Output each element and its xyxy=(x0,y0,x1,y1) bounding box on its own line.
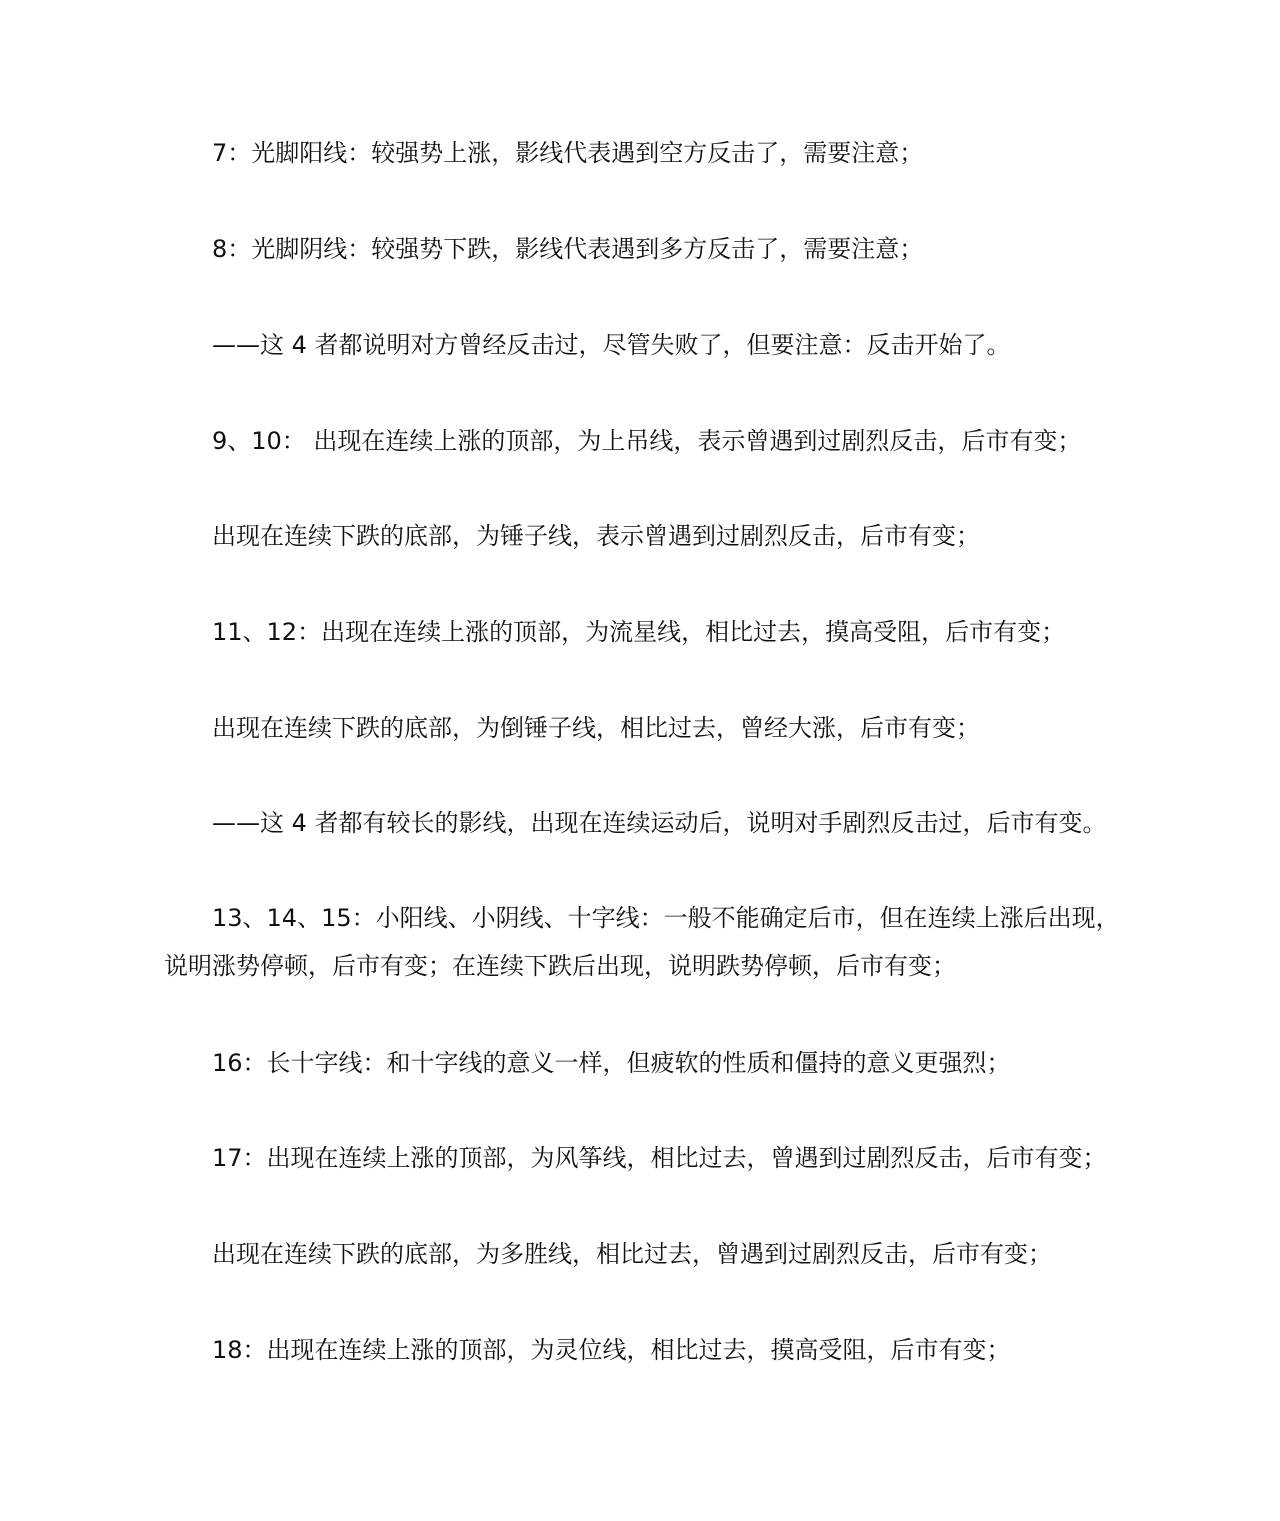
paragraph-16: 16：长十字线：和十字线的意义一样，但疲软的性质和僵持的意义更强烈； xyxy=(212,1049,1011,1077)
paragraph-duosheng: 出现在连续下跌的底部，为多胜线，相比过去，曾遇到过剧烈反击，后市有变； xyxy=(212,1240,1052,1268)
paragraph-8: 8：光脚阴线：较强势下跌，影线代表遇到多方反击了，需要注意； xyxy=(212,235,924,263)
paragraph-summary-1: ——这 4 者都说明对方曾经反击过，尽管失败了，但要注意：反击开始了。 xyxy=(212,331,1011,359)
paragraph-7: 7：光脚阳线：较强势上涨，影线代表遇到空方反击了，需要注意； xyxy=(212,139,924,167)
paragraph-9-10: 9、10： 出现在连续上涨的顶部，为上吊线，表示曾遇到过剧烈反击，后市有变； xyxy=(212,427,1082,455)
paragraph-inverted-hammer: 出现在连续下跌的底部，为倒锤子线，相比过去，曾经大涨，后市有变； xyxy=(212,714,980,742)
paragraph-18: 18：出现在连续上涨的顶部，为灵位线，相比过去，摸高受阻，后市有变； xyxy=(212,1336,1011,1364)
paragraph-hammer: 出现在连续下跌的底部，为锤子线，表示曾遇到过剧烈反击，后市有变； xyxy=(212,522,980,550)
paragraph-11-12: 11、12：出现在连续上涨的顶部，为流星线，相比过去，摸高受阻，后市有变； xyxy=(212,618,1066,646)
paragraph-summary-2: ——这 4 者都有较长的影线，出现在连续运动后，说明对手剧烈反击过，后市有变。 xyxy=(212,809,1107,837)
paragraph-17: 17：出现在连续上涨的顶部，为风筝线，相比过去，曾遇到过剧烈反击，后市有变； xyxy=(212,1144,1107,1172)
paragraph-13-14-15: 13、14、15：小阳线、小阴线、十字线：一般不能确定后市，但在连续上涨后出现，说明涨势停顿，后市有变；在连续下跌后出现，说明跌势停顿，后市有变； xyxy=(164,904,1120,980)
